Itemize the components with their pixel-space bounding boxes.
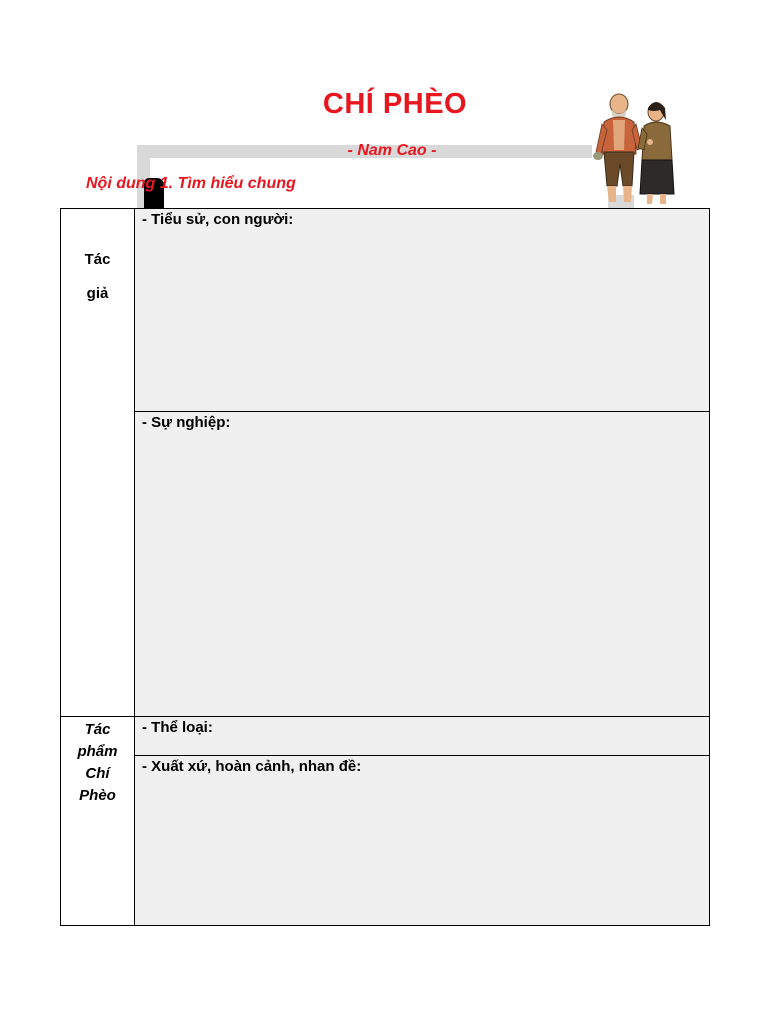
field-label: - Xuất xứ, hoàn cảnh, nhan đề: [142, 758, 362, 775]
field-label: - Sự nghiệp: [142, 414, 231, 431]
man-figure [593, 94, 642, 202]
field-xuat-xu[interactable] [135, 756, 710, 926]
field-the-loai[interactable] [135, 717, 710, 756]
two-characters-illustration [586, 90, 686, 210]
woman-figure [638, 102, 674, 204]
table-row [61, 717, 710, 756]
document-title: CHÍ PHÈO [322, 88, 468, 120]
table-row [61, 209, 710, 412]
table-row [61, 412, 710, 717]
study-table [60, 208, 710, 926]
row-label-tac-gia: Tác giả [61, 209, 135, 717]
field-tieu-su[interactable] [135, 209, 710, 412]
row-label-tac-pham: Tác phẩm Chí Phèo [61, 717, 135, 926]
table-row [61, 756, 710, 926]
document-author: - Nam Cao - [347, 142, 437, 159]
field-su-nghiep[interactable] [135, 412, 710, 717]
section-heading: Nội dung 1. Tìm hiểu chung [86, 175, 296, 192]
field-label: - Tiểu sử, con người: [142, 211, 294, 228]
field-label: - Thể loại: [142, 719, 213, 736]
